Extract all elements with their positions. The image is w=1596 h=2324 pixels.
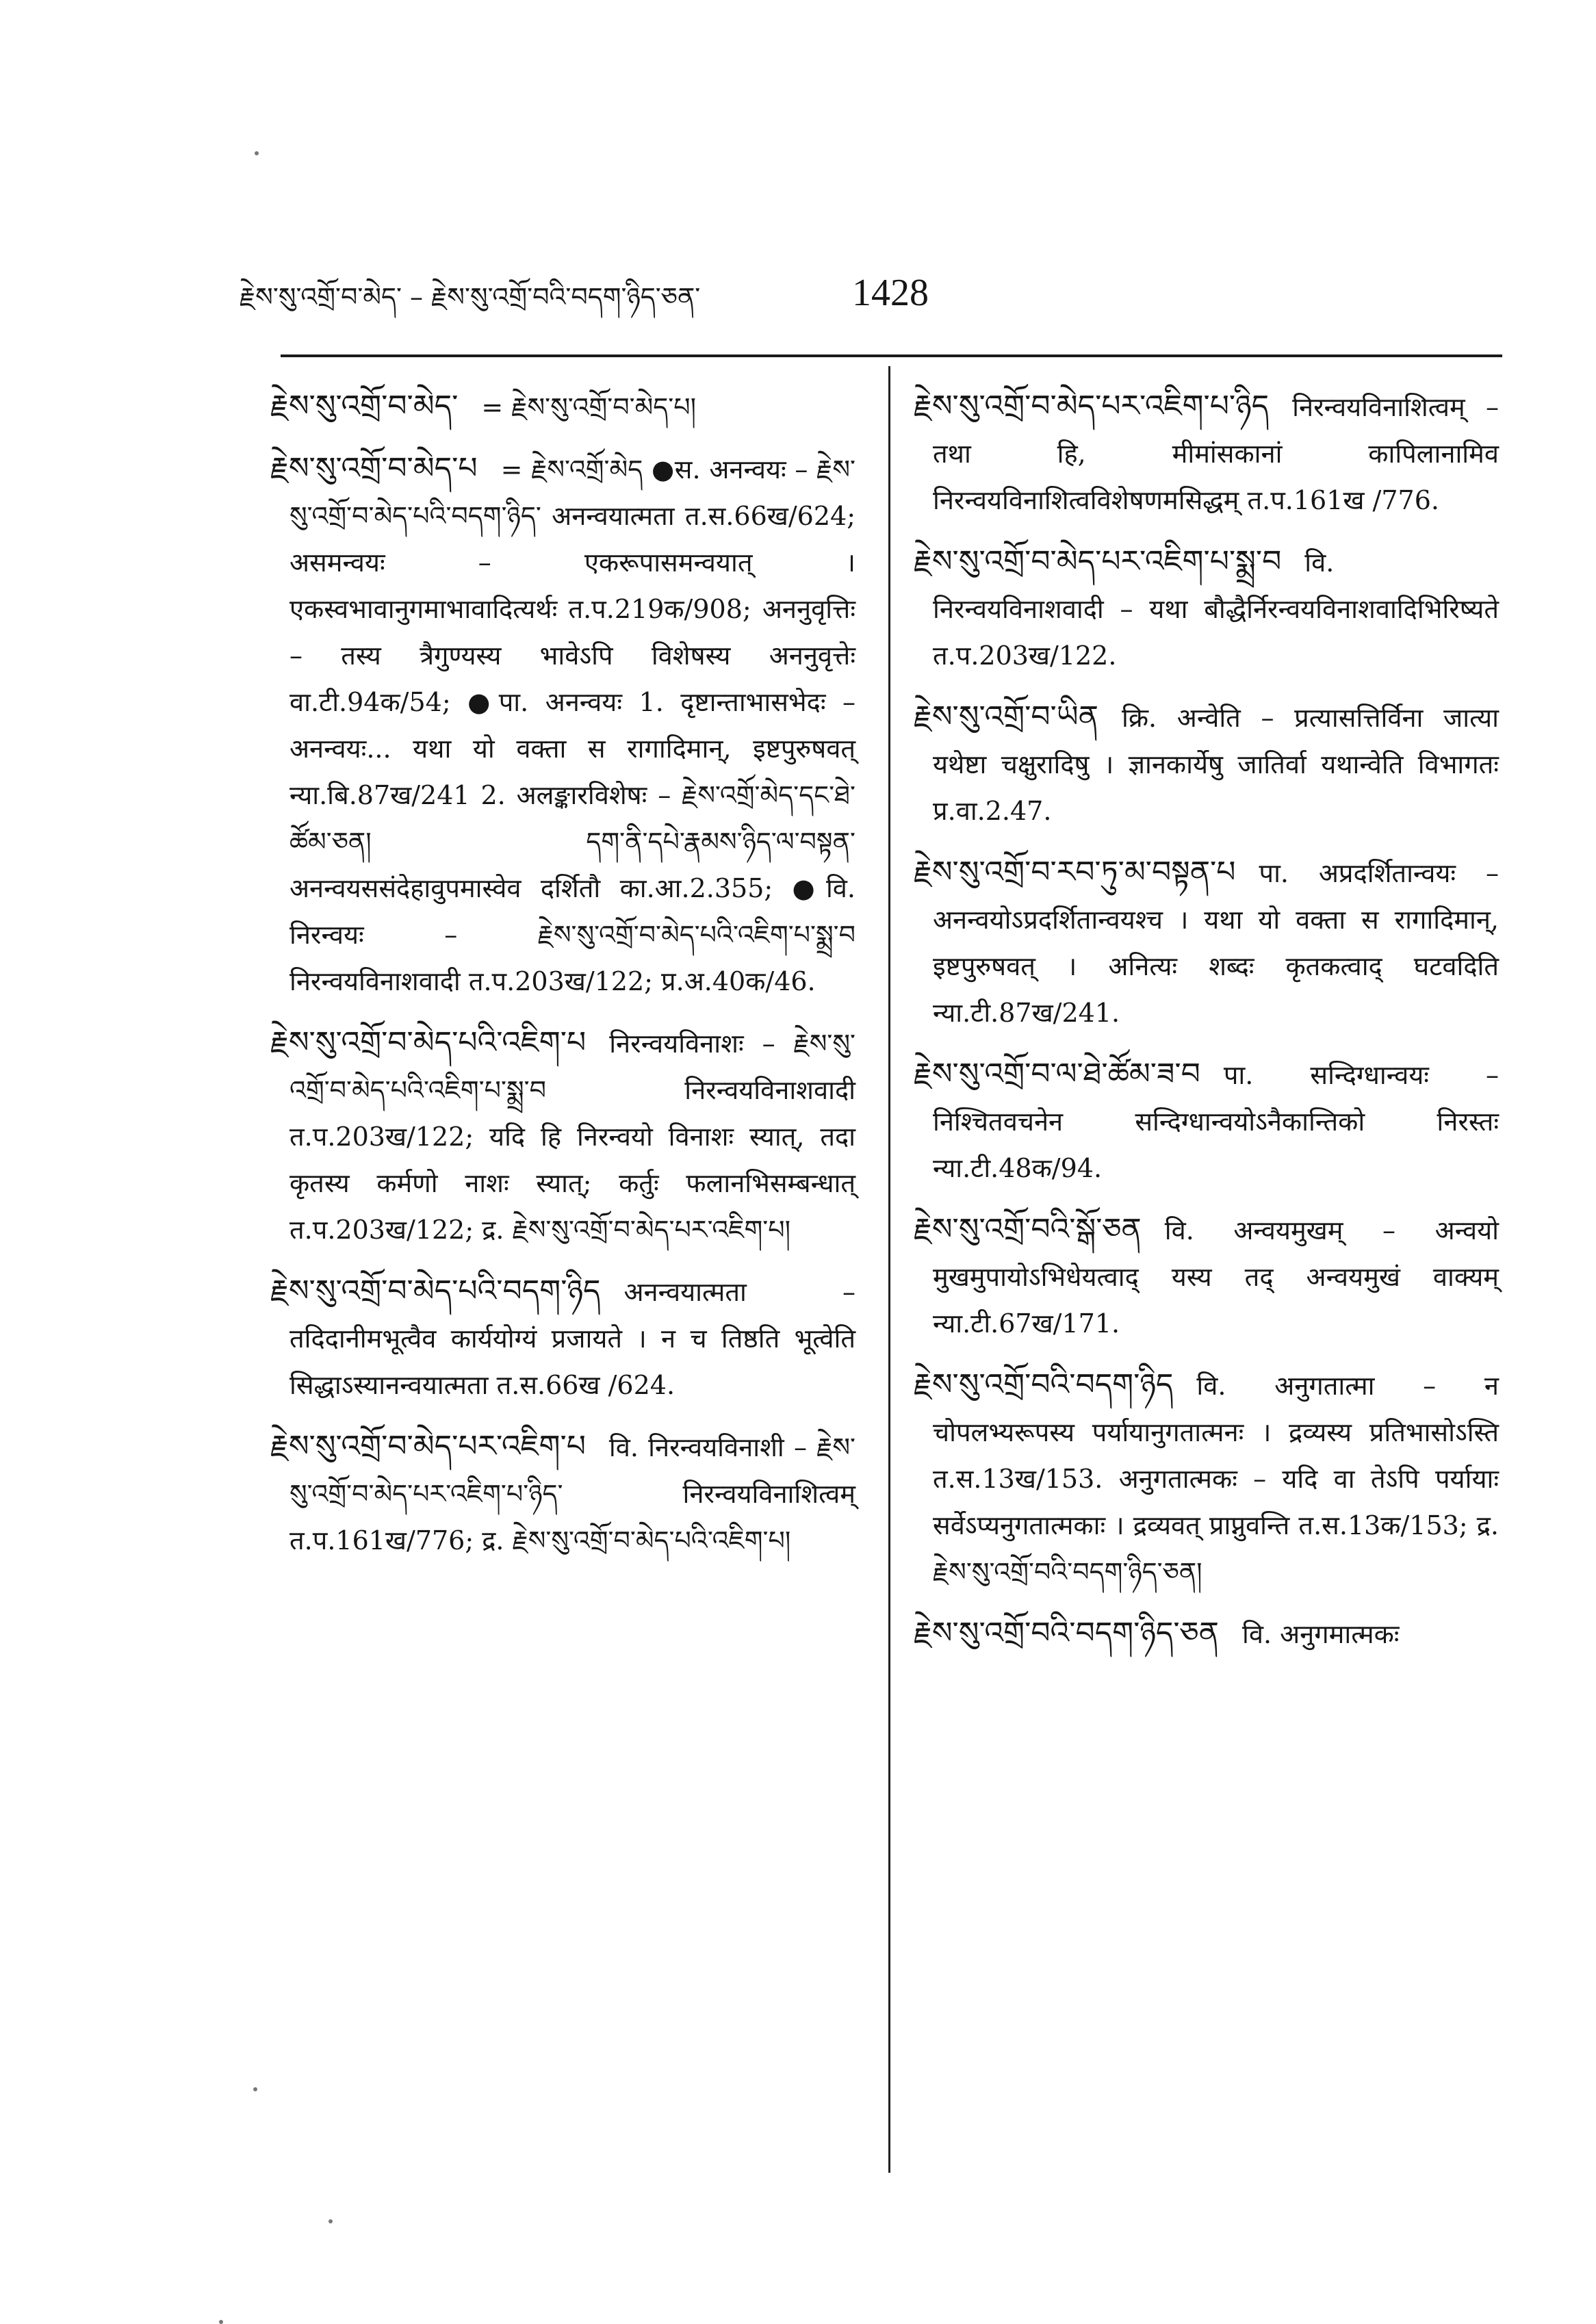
column-divider	[888, 366, 890, 2173]
scan-speck	[329, 2219, 333, 2223]
scan-speck	[255, 151, 259, 155]
left-column	[270, 383, 855, 1579]
dictionary-entry	[914, 1610, 1499, 1657]
page-number: 1428	[852, 272, 929, 314]
entry-body: = རྗེས་འགྲོ་མེད ●स. अनन्वयः – རྗེས་སུ་འགྲོ་བ་མེད་པའི་བདག་ཉིད་ अनन्वयात्मता त.स.66ख/624; असमन्वयः – एकरूपासमन्वयात् । एकस्वभावानुगमाभावादित्यर्थः त.प.219क/908; अननुवृत्तिः – तस्य त्रैगुण्यस्य भावेऽपि विशेषस्य अननुवृत्तेः वा.टी.94क/54; ●पा. अनन्वयः 1. दृष्टान्ताभासभेदः – अनन्वयः... यथा यो वक्ता स रागादिमान्, इष्टपुरुषवत् न्या.बि.87ख/241 2. अलङ्कारविशेषः – རྗེས་འགྲོ་མེད་དང་ཐེ་ཚོམ་ཅན། དག་ནི་དཔེ་རྣམས་ཉིད་ལ་བསྟན་ अनन्वयससंदेहावुपमास्वेव दर्शितौ का.आ.2.355; ●वि. निरन्वयः – རྗེས་སུ་འགྲོ་བ་མེད་པའི་འཇིག་པ་སྨྲ་བ निरन्वयविनाशवादी त.प.203ख/122; प्र.अ.40क/46.	[289, 454, 855, 996]
entry-body: क्रि. अन्वेति – प्रत्यासत्तिर्विना जात्या यथेष्टा चक्षुरादिषु । ज्ञानकार्येषु जातिर्वा यथान्वेति विभागतः प्र.वा.2.47.	[933, 703, 1499, 826]
headword: རྗེས་སུ་འགྲོ་བ་ཡིན	[914, 699, 1099, 734]
entry-body: निरन्वयविनाशित्वम् – तथा हि, मीमांसकानां कापिलानामिव निरन्वयविनाशित्वविशेषणमसिद्धम् त.प.161ख /776.	[933, 392, 1499, 515]
entry-body: पा. अप्रदर्शितान्वयः – अनन्वयोऽप्रदर्शितान्वयश्च । यथा यो वक्ता स रागादिमान्, इष्टपुरुषवत् । अनित्यः शब्दः कृतकत्वाद् घटवदिति न्या.टी.87ख/241.	[933, 858, 1499, 1028]
headword: རྗེས་སུ་འགྲོ་བ་མེད་པའི་བདག་ཉིད	[270, 1274, 601, 1308]
headword: རྗེས་སུ་འགྲོ་བའི་སྒོ་ཅན	[914, 1212, 1142, 1247]
headword: རྗེས་སུ་འགྲོ་བ་ལ་ཐེ་ཚོམ་ཟ་བ	[914, 1057, 1200, 1092]
headword: རྗེས་སུ་འགྲོ་བའི་བདག་ཉིད	[914, 1367, 1174, 1402]
entry-body: वि. अनुगतात्मा – न चोपलभ्यरूपस्य पर्यायानुगतात्मनः । द्रव्यस्य प्रतिभासोऽस्ति त.स.13ख/153. अनुगतात्मकः – यदि वा तेऽपि पर्यायाः सर्वेऽप्यनुगतात्मकाः । द्रव्यवत् प्राप्नुवन्ति त.स.13क/153; द्र. རྗེས་སུ་འགྲོ་བའི་བདག་ཉིད་ཅན།	[933, 1371, 1499, 1587]
scan-speck	[253, 2087, 257, 2091]
entry-body: निरन्वयविनाशः – རྗེས་སུ་འགྲོ་བ་མེད་པའི་འཇིག་པ་སྨྲ་བ निरन्वयविनाशवादी त.प.203ख/122; यदि हि निरन्वयो विनाशः स्यात्, तदा कृतस्य कर्मणो नाशः स्यात्; कर्तुः फलानभिसम्बन्धात् त.प.203ख/122; द्र. རྗེས་སུ་འགྲོ་བ་མེད་པར་འཇིག་པ།	[289, 1029, 855, 1245]
dictionary-entry	[270, 1268, 855, 1408]
dictionary-entry	[914, 383, 1499, 524]
dictionary-entry	[914, 694, 1499, 834]
entry-body: अनन्वयात्मता – तदिदानीमभूत्वैव कार्ययोग्यं प्रजायते । न च तिष्ठति भूत्वेति सिद्धाऽस्यानन्वयात्मता त.स.66ख /624.	[289, 1277, 855, 1400]
entry-body: वि. निरन्वयविनाशवादी – यथा बौद्धैर्निरन्वयविनाशवादिभिरिष्यते त.प.203ख/122.	[933, 547, 1499, 671]
dictionary-entry	[270, 1423, 855, 1564]
dictionary-entry	[270, 1020, 855, 1253]
dictionary-entry	[914, 539, 1499, 679]
headword: རྗེས་སུ་འགྲོ་བ་རབ་ཏུ་མ་བསྟན་པ	[914, 855, 1236, 890]
headword: རྗེས་སུ་འགྲོ་བའི་བདག་ཉིད་ཅན	[914, 1616, 1219, 1651]
dictionary-entry	[914, 849, 1499, 1036]
entry-body: वि. निरन्वयविनाशी – རྗེས་སུ་འགྲོ་བ་མེད་པར་འཇིག་པ་ཉིད་ निरन्वयविनाशित्वम् त.प.161ख/776; द्र. རྗེས་སུ་འགྲོ་བ་མེད་པའི་འཇིག་པ།	[289, 1432, 855, 1555]
scan-speck	[219, 2320, 223, 2324]
running-head: རྗེས་སུ་འགྲོ་བ་མེད་ – རྗེས་སུ་འགྲོ་བའི་བདག་ཉིད་ཅན་	[240, 282, 701, 312]
entry-body: पा. सन्दिग्धान्वयः – निश्चितवचनेन सन्दिग्धान्वयोऽनैकान्तिको निरस्तः न्या.टी.48क/94.	[933, 1060, 1499, 1183]
headword: རྗེས་སུ་འགྲོ་བ་མེད་པར་འཇིག་པ་ཉིད	[914, 389, 1270, 424]
dictionary-entry	[914, 1362, 1499, 1595]
headword: རྗེས་སུ་འགྲོ་བ་མེད་	[270, 389, 459, 424]
header-rule	[281, 354, 1502, 357]
entry-body: वि. अनुगमात्मकः	[1241, 1619, 1400, 1649]
headword: རྗེས་སུ་འགྲོ་བ་མེད་པ	[270, 451, 478, 486]
headword: རྗེས་སུ་འགྲོ་བ་མེད་པའི་འཇིག་པ	[270, 1025, 587, 1060]
headword: རྗེས་སུ་འགྲོ་བ་མེད་པར་འཇིག་པ་སྨྲ་བ	[914, 544, 1282, 579]
dictionary-entry	[270, 446, 855, 1005]
headword: རྗེས་སུ་འགྲོ་བ་མེད་པར་འཇིག་པ	[270, 1429, 586, 1464]
entry-body: वि. अन्वयमुखम् – अन्वयो मुखमुपायोऽभिधेयत्वाद् यस्य तद् अन्वयमुखं वाक्यम् न्या.टी.67ख/171.	[933, 1215, 1499, 1339]
dictionary-entry	[270, 383, 855, 430]
right-column	[914, 383, 1499, 1673]
dictionary-entry	[914, 1051, 1499, 1191]
entry-body: = རྗེས་སུ་འགྲོ་བ་མེད་པ།	[481, 392, 697, 422]
dictionary-entry	[914, 1206, 1499, 1347]
